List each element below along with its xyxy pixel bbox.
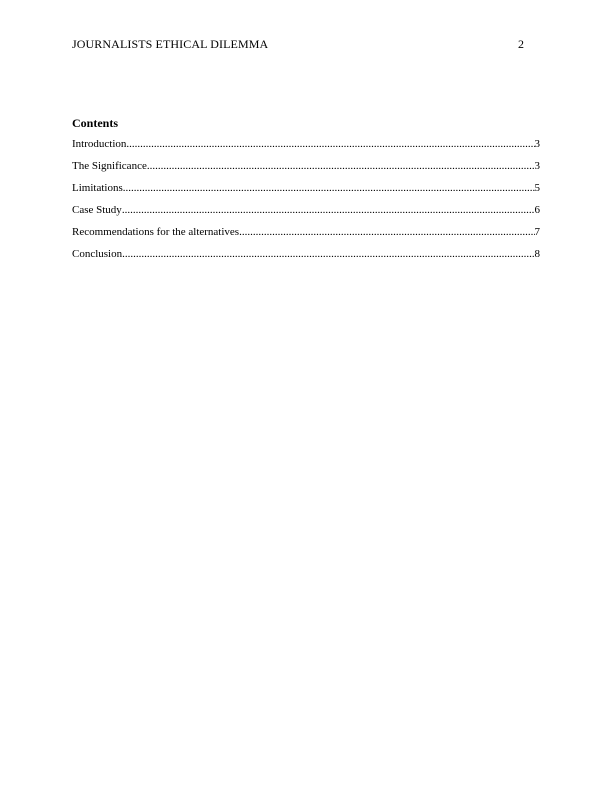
toc-entry-page: 7 bbox=[534, 226, 540, 238]
toc-entry-page: 6 bbox=[534, 204, 540, 216]
toc-entry-case-study[interactable] bbox=[72, 203, 540, 217]
toc-dot-leader bbox=[126, 137, 534, 151]
toc-entry-label: Recommendations for the alternatives bbox=[72, 226, 240, 238]
toc-entry-label: Case Study bbox=[72, 204, 122, 216]
toc-entry-recommendations[interactable] bbox=[72, 225, 540, 239]
toc-entry-label: Introduction bbox=[72, 138, 127, 150]
toc-entry-limitations[interactable] bbox=[72, 181, 540, 195]
toc-entry-introduction[interactable] bbox=[72, 137, 540, 151]
toc-entry-page: 3 bbox=[534, 160, 540, 172]
running-header bbox=[72, 36, 524, 52]
toc-entry-the-significance[interactable] bbox=[72, 159, 540, 173]
toc-entry-page: 3 bbox=[534, 138, 540, 150]
toc-entry-page: 5 bbox=[534, 182, 540, 194]
toc-dot-leader bbox=[123, 181, 535, 195]
toc-entry-conclusion[interactable] bbox=[72, 247, 540, 261]
header-title: JOURNALISTS ETHICAL DILEMMA bbox=[72, 37, 269, 51]
toc-entry-label: Conclusion bbox=[72, 248, 123, 260]
toc-dot-leader bbox=[239, 225, 534, 239]
toc-heading: Contents bbox=[72, 116, 119, 130]
toc-dot-leader bbox=[147, 159, 535, 173]
toc-dot-leader bbox=[122, 203, 535, 217]
table-of-contents bbox=[72, 115, 540, 269]
header-page-number: 2 bbox=[518, 37, 524, 51]
toc-entry-page: 8 bbox=[534, 248, 540, 260]
toc-entry-label: Limitations bbox=[72, 182, 123, 194]
toc-dot-leader bbox=[122, 247, 534, 261]
toc-entry-label: The Significance bbox=[72, 160, 147, 172]
